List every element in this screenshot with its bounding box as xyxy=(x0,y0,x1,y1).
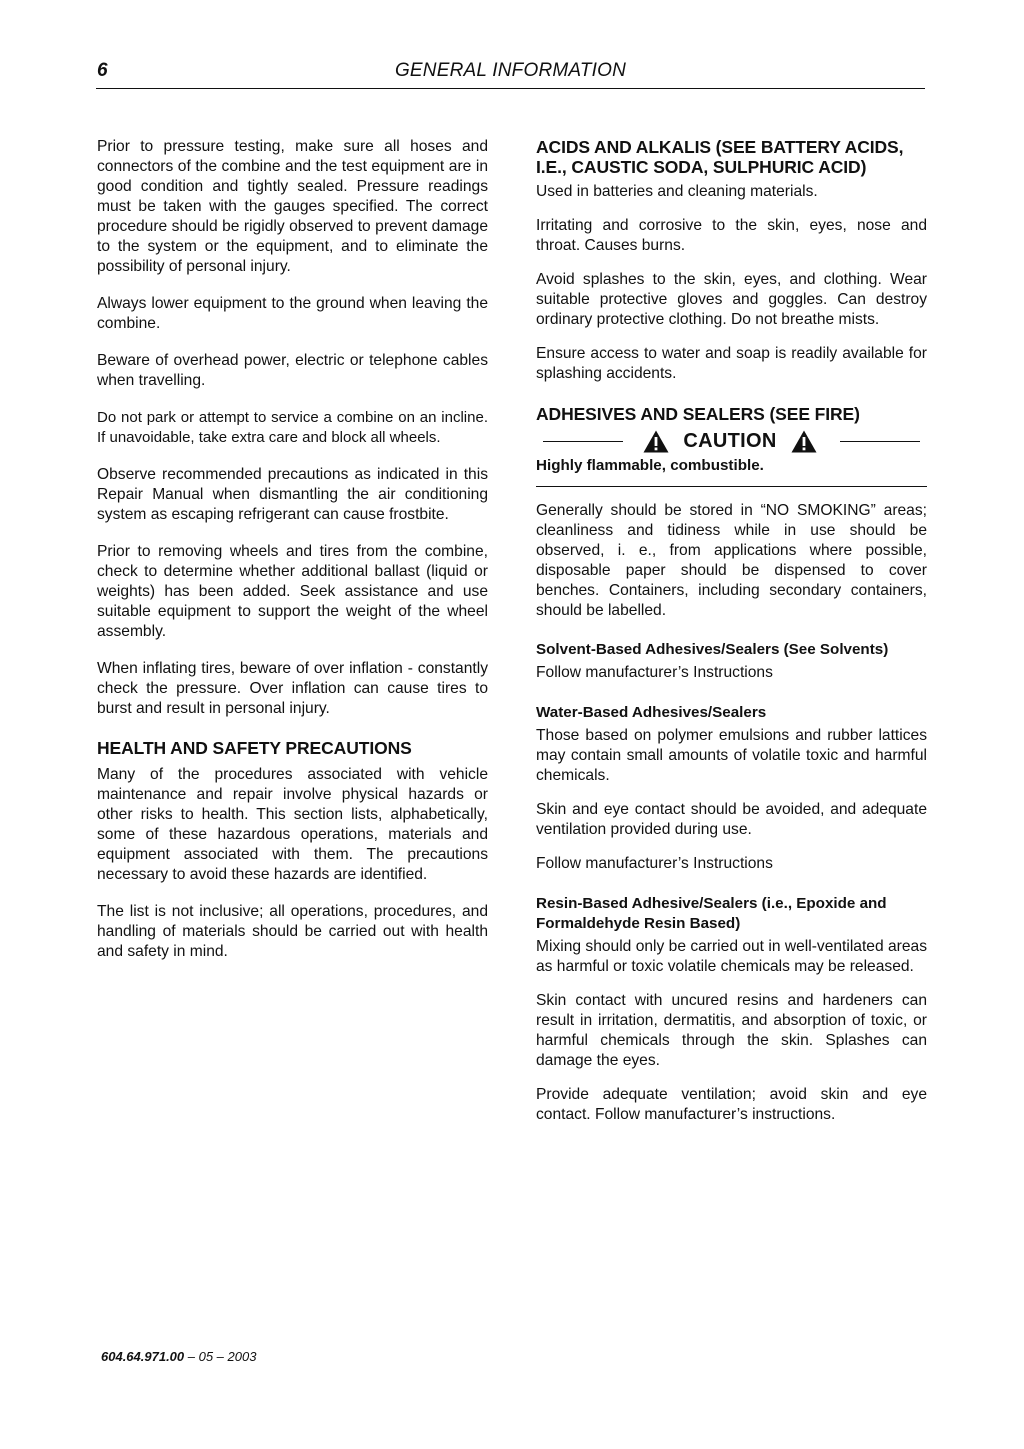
paragraph: When inflating tires, beware of over inflation - constantly check the pressure. Over inflation can cause tires to burst and result in personal injury. xyxy=(97,660,488,717)
paragraph: Avoid splashes to the skin, eyes, and clothing. Wear suitable protective gloves and goggles. Can destroy ordinary protective clothing. Do not breathe mists. xyxy=(536,271,927,328)
acids-alkalis-heading: ACIDS AND ALKALIS (SEE BATTERY ACIDS, I.E., CAUSTIC SODA, SULPHURIC ACID) xyxy=(536,137,904,177)
left-column xyxy=(97,137,488,979)
paragraph: Many of the procedures associated with vehicle maintenance and repair involve physical hazards or other risks to health. This section lists, alphabetically, some of these hazardous operations, materials and equipment associated with them. The precautions necessary to avoid these hazards are identified. xyxy=(97,766,488,883)
paragraph: Do not park or attempt to service a combine on an incline. If unavoidable, take extra care and block all wheels. xyxy=(97,409,488,446)
paragraph: Skin contact with uncured resins and hardeners can result in irritation, dermatitis, and absorption of toxic, or harmful chemicals through the skin. Splashes can damage the eyes. xyxy=(536,992,927,1069)
page-header xyxy=(96,58,925,89)
caution-label: CAUTION xyxy=(683,430,777,452)
paragraph: Ensure access to water and soap is readily available for splashing accidents. xyxy=(536,345,927,382)
adhesives-sealers-heading: ADHESIVES AND SEALERS (SEE FIRE) xyxy=(536,404,860,424)
page-number: 6 xyxy=(97,60,108,81)
paragraph: Skin and eye contact should be avoided, and adequate ventilation provided during use. xyxy=(536,801,927,838)
warning-triangle-icon xyxy=(791,430,817,453)
paragraph: Those based on polymer emulsions and rubber lattices may contain small amounts of volatile toxic and harmful chemicals. xyxy=(536,727,927,784)
caution-banner xyxy=(536,426,927,456)
right-column xyxy=(536,137,927,1139)
publication-date: – 05 – 2003 xyxy=(184,1349,257,1364)
paragraph: Always lower equipment to the ground when leaving the combine. xyxy=(97,295,488,332)
paragraph: Observe recommended precautions as indicated in this Repair Manual when dismantling the air conditioning system as escaping refrigerant can cause frostbite. xyxy=(97,466,488,523)
paragraph: Beware of overhead power, electric or telephone cables when travelling. xyxy=(97,352,488,389)
divider xyxy=(543,441,623,442)
paragraph: Prior to pressure testing, make sure all hoses and connectors of the combine and the test equipment are in good condition and tightly sealed. Pressure readings must be taken with the gauges specified. The correct procedure should be rigidly observed to prevent damage to the system or the equipment, and to eliminate the possibility of personal injury. xyxy=(97,138,488,275)
health-safety-heading: HEALTH AND SAFETY PRECAUTIONS xyxy=(97,738,412,758)
page-title: GENERAL INFORMATION xyxy=(394,60,627,81)
caution-subtitle: Highly flammable, combustible. xyxy=(536,456,927,487)
page-footer xyxy=(101,1349,256,1364)
paragraph: Follow manufacturer’s Instructions xyxy=(536,664,773,681)
paragraph: Follow manufacturer’s Instructions xyxy=(536,855,773,872)
paragraph: Generally should be stored in “NO SMOKING” areas; cleanliness and tidiness while in use should be observed, i. e., from applications where possible, disposable paper should be dispensed to cover benches. Containers, including secondary containers, should be labelled. xyxy=(536,502,927,619)
paragraph: Prior to removing wheels and tires from the combine, check to determine whether additional ballast (liquid or weights) has been added. Seek assistance and use suitable equipment to support the weight of the wheel assembly. xyxy=(97,543,488,640)
warning-triangle-icon xyxy=(643,430,669,453)
paragraph: Mixing should only be carried out in well-ventilated areas as harmful or toxic volatile chemicals may be released. xyxy=(536,938,927,975)
solvent-based-heading: Solvent-Based Adhesives/Sealers (See Solvents) xyxy=(536,641,889,658)
paragraph: Provide adequate ventilation; avoid skin and eye contact. Follow manufacturer’s instructions. xyxy=(536,1086,927,1123)
paragraph: Used in batteries and cleaning materials. xyxy=(536,183,818,200)
paragraph: The list is not inclusive; all operations, procedures, and handling of materials should be carried out with health and safety in mind. xyxy=(97,903,488,960)
water-based-heading: Water-Based Adhesives/Sealers xyxy=(536,704,767,721)
divider xyxy=(840,441,920,442)
resin-based-heading: Resin-Based Adhesive/Sealers (i.e., Epoxide and Formaldehyde Resin Based) xyxy=(536,895,887,932)
paragraph: Irritating and corrosive to the skin, eyes, nose and throat. Causes burns. xyxy=(536,217,927,254)
part-number: 604.64.971.00 xyxy=(101,1349,185,1364)
